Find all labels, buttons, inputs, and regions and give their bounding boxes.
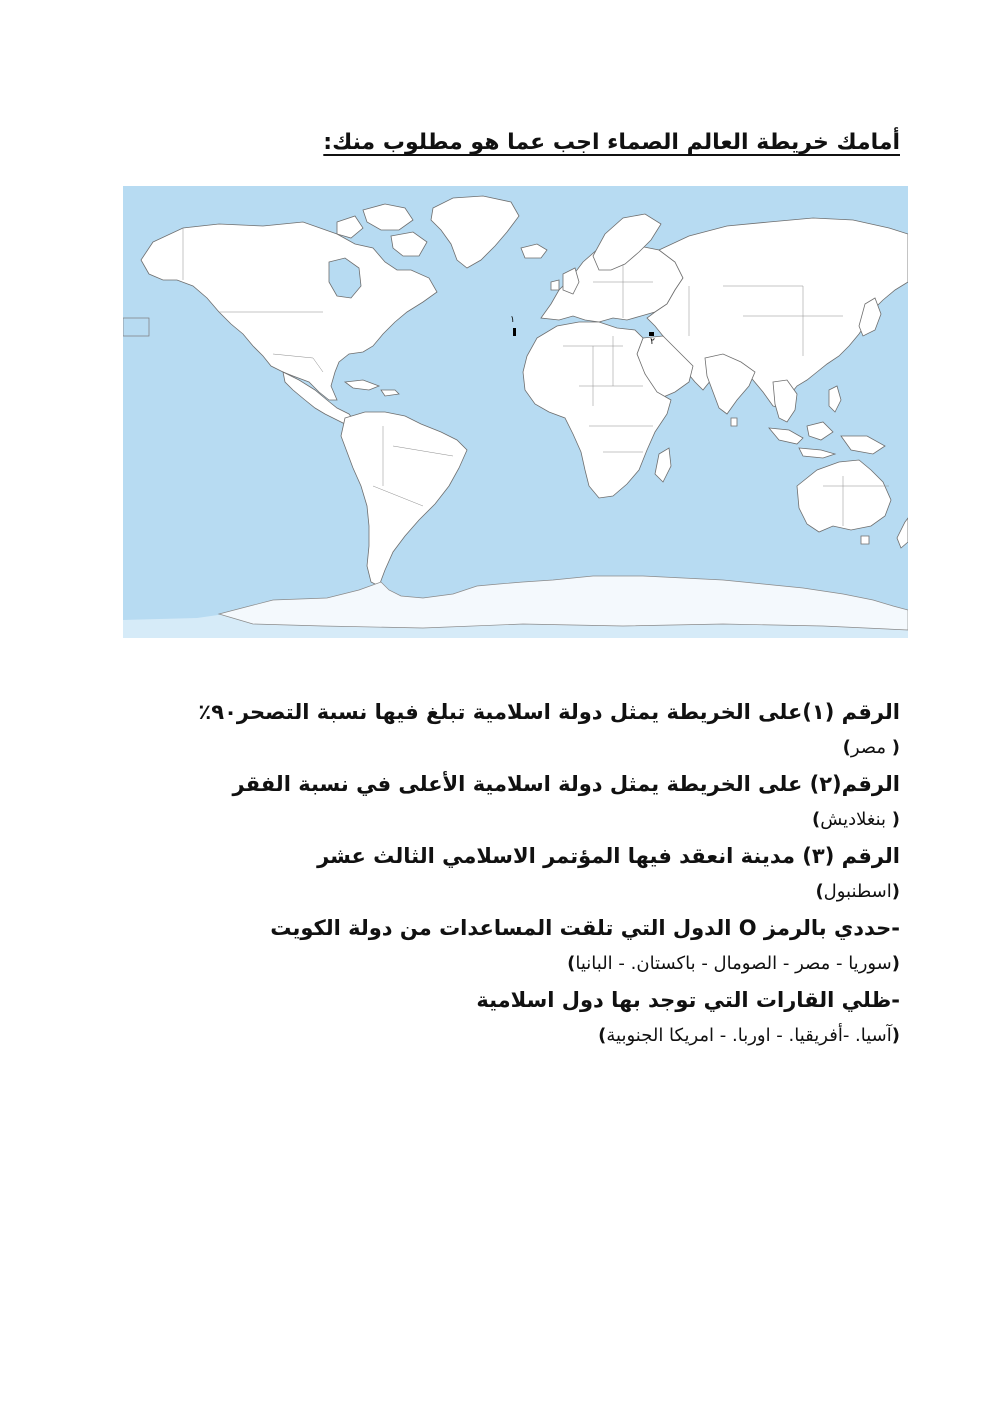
answer-line <box>110 730 900 766</box>
answer-line <box>110 946 900 982</box>
madagascar-shape <box>655 448 671 482</box>
answer-text: بنغلاديش <box>820 809 892 830</box>
answer-open-paren: ( <box>891 1025 900 1046</box>
page-title: أمامك خريطة العالم الصماء اجب عما هو مطلوب منك: <box>323 130 900 155</box>
egypt-marker <box>513 328 516 336</box>
world-map <box>123 186 908 638</box>
arctic-islands-shape <box>391 232 427 256</box>
greenland-shape <box>431 196 519 268</box>
iceland-shape <box>521 244 547 258</box>
question-text: -حددي بالرمز O الدول التي تلقت المساعدات من دولة الكويت <box>270 916 900 940</box>
question-text: الرقم (٣) مدينة انعقد فيها المؤتمر الاسلامي الثالث عشر <box>317 844 900 868</box>
indonesia-shape <box>799 448 835 458</box>
answer-text: سوريا - مصر - الصومال - باكستان. - البانيا <box>575 953 892 974</box>
answer-close-paren: ) <box>598 1025 607 1046</box>
ireland-shape <box>551 280 559 290</box>
answer-open-paren: ( <box>891 953 900 974</box>
philippines-shape <box>829 386 841 412</box>
answer-close-paren: ) <box>815 881 824 902</box>
bangladesh-marker <box>649 332 654 336</box>
answer-close-paren: ) <box>842 737 851 758</box>
sri-lanka-shape <box>731 418 737 426</box>
antarctica-shape <box>219 576 908 630</box>
arctic-islands-shape <box>363 204 413 230</box>
world-map-graphic <box>123 186 908 638</box>
question-item <box>110 838 900 910</box>
indonesia-shape <box>769 428 803 444</box>
question-item <box>110 694 900 766</box>
indonesia-shape <box>807 422 833 440</box>
north-america-shape <box>141 222 437 400</box>
question-text: الرقم (١)على الخريطة يمثل دولة اسلامية تبلغ فيها نسبة التصحر٩٠٪ <box>198 700 900 724</box>
answer-open-paren: ( <box>891 881 900 902</box>
question-item <box>110 982 900 1054</box>
question-item <box>110 910 900 982</box>
new-guinea-shape <box>841 436 885 454</box>
answer-line <box>110 874 900 910</box>
new-zealand-shape <box>897 518 908 548</box>
hawaii-inset-box <box>123 318 149 336</box>
arctic-islands-shape <box>337 216 363 238</box>
answer-close-paren: ) <box>567 953 576 974</box>
question-text: -ظلي القارات التي توجد بها دول اسلامية <box>476 988 900 1012</box>
caribbean-shape <box>381 390 399 396</box>
answer-open-paren: ( <box>891 809 900 830</box>
australia-shape <box>797 460 891 532</box>
tasmania-shape <box>861 536 869 544</box>
caribbean-shape <box>345 380 379 390</box>
answer-text: آسيا. -أفريقيا. - اوربا. - امريكا الجنوبية <box>606 1025 892 1046</box>
answer-open-paren: ( <box>891 737 900 758</box>
answer-line <box>110 802 900 838</box>
question-item <box>110 766 900 838</box>
question-list <box>110 694 900 1054</box>
map-label-2: ٢ <box>650 337 655 347</box>
answer-close-paren: ) <box>811 809 821 830</box>
answer-text: مصر <box>850 737 892 758</box>
question-text: الرقم(٢) على الخريطة يمثل دولة اسلامية الأعلى في نسبة الفقر <box>232 772 900 796</box>
south-america-shape <box>341 412 467 586</box>
answer-line <box>110 1018 900 1054</box>
answer-text: اسطنبول <box>823 881 892 902</box>
map-label-1: ١ <box>510 315 515 325</box>
